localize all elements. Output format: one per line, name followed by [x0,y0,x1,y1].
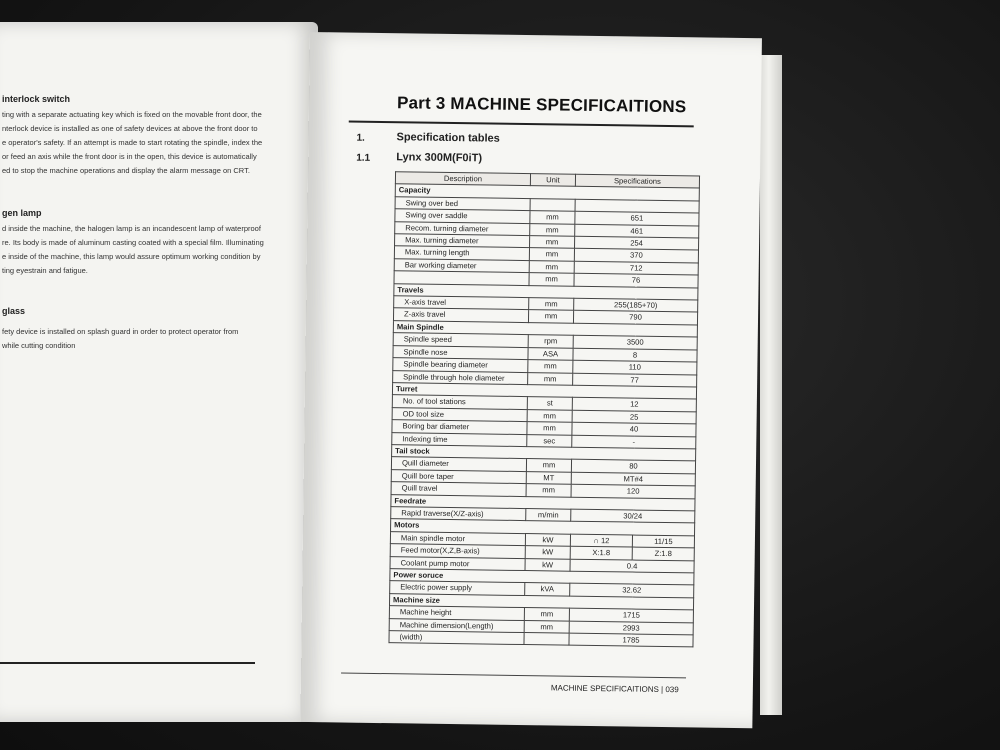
cell-unit: kVA [525,583,570,596]
cell-spec-value: 30/24 [571,509,695,523]
cell-spec-value: 40 [572,422,696,436]
category-label: Capacity [395,184,699,201]
cell-spec-value: X:1.8 [570,546,632,559]
heading-glass: glass [2,306,26,316]
cell-description: Quill travel [391,482,526,496]
cell-spec-value-2: 11/15 [632,535,694,548]
category-label: Power soruce [390,569,694,586]
cell-unit: mm [527,422,572,435]
cell-description: Bar working diameter [394,259,529,273]
cell-unit: mm [529,298,574,311]
cell-spec-value: 76 [574,273,698,287]
cell-unit: MT [526,471,571,484]
cell-description: Spindle nose [393,345,528,359]
cell-spec-value: 3500 [573,335,697,349]
title-rule [349,121,694,128]
cell-unit: mm [528,360,573,373]
cell-spec-value: 32.62 [570,584,694,598]
cell-description: Boring bar diameter [392,420,527,434]
cell-unit: rpm [528,335,573,348]
header-description: Description [395,172,530,186]
cell-unit: mm [529,273,574,286]
paragraph-glass: fety device is installed on splash guard in order to protect operator from while cutting condition [2,327,239,350]
cell-unit: st [527,397,572,410]
cell-spec-value: 790 [573,311,697,325]
footer-rule [341,672,686,678]
cell-description: Coolant pump motor [390,556,525,570]
cell-spec-value: 12 [572,398,696,412]
cell-spec-value: 370 [574,249,698,263]
category-label: Tail stock [392,445,696,462]
category-label: Main Spindle [393,321,697,338]
spec-table [388,171,700,648]
header-unit: Unit [530,174,575,187]
section-number-1: 1. [356,132,365,144]
spec-table-body [389,184,699,647]
cell-unit: mm [530,211,575,224]
cell-description: Max. turning diameter [395,234,530,248]
cell-description: Recom. turning diameter [395,221,530,235]
cell-unit: kW [525,558,570,571]
page-footer: MACHINE SPECIFICAITIONS | 039 [550,683,679,695]
heading-interlock-switch: interlock switch [2,94,71,104]
cell-description: (width) [389,631,524,645]
cell-description: Machine height [389,606,524,620]
cell-description: Spindle speed [393,333,528,347]
cell-spec-value: - [572,435,696,449]
cell-spec-value: 1785 [569,633,693,647]
part-title: Part 3 MACHINE SPECIFICAITIONS [396,93,687,117]
cell-spec-value: 8 [573,348,697,362]
cell-spec-value: 2993 [569,621,693,635]
cell-spec-value: ∩ 12 [570,534,632,547]
cell-spec-value: 712 [574,261,698,275]
cell-description: Quill bore taper [391,469,526,483]
cell-unit: mm [527,409,572,422]
cell-unit: mm [529,260,574,273]
cell-spec-value-2: Z:1.8 [632,547,694,560]
cell-spec-value: 254 [575,236,699,250]
heading-halogen-lamp: gen lamp [2,208,42,218]
cell-description: No. of tool stations [392,395,527,409]
cell-unit: mm [530,223,575,236]
left-page [0,22,318,722]
cell-unit [524,633,569,646]
cell-unit: kW [525,546,570,559]
category-label: Motors [391,519,695,536]
cell-spec-value: 25 [572,410,696,424]
cell-description: Max. turning length [394,246,529,260]
paragraph-interlock: ting with a separate actuating key which is fixed on the movable front door, the nterlock device is installed as one of safety devices at above the front door to e operator's safety. If an attempt is made to start rotating the spindle, index the or feed an axis while the front door is in the open, this device is automatically ed to stop the machine operations and display the alarm message on CRT. [2,110,263,175]
category-label: Travels [394,283,698,300]
page-stack-edge [760,55,782,715]
section-number-1-1: 1.1 [356,152,371,164]
cell-description: Indexing time [392,432,527,446]
cell-unit: sec [527,434,572,447]
cell-description: Spindle through hole diameter [393,370,528,384]
right-page [300,32,762,728]
section-title-spec-tables: Specification tables [396,131,500,145]
cell-spec-value: MT#4 [571,472,695,486]
section-title-model: Lynx 300M(F0iT) [396,151,483,165]
cell-unit: mm [524,608,569,621]
left-bottom-rule [0,662,255,664]
cell-description: Machine dimension(Length) [389,618,524,632]
cell-description: Quill diameter [391,457,526,471]
cell-description: Swing over saddle [395,209,530,223]
cell-spec-value: 77 [573,373,697,387]
cell-description: Electric power supply [390,581,525,595]
cell-description: OD tool size [392,407,527,421]
cell-spec-value: 0.4 [570,559,694,573]
cell-spec-value: 255(185+70) [574,298,698,312]
cell-spec-value: 80 [571,460,695,474]
cell-unit: mm [528,310,573,323]
cell-spec-value: 110 [573,360,697,374]
cell-description: Z-axis travel [393,308,528,322]
cell-unit: kW [525,533,570,546]
cell-spec-value: 461 [575,224,699,238]
cell-description: Main spindle motor [390,531,525,545]
cell-unit: mm [529,248,574,261]
header-specifications: Specifications [575,174,699,188]
cell-spec-value: 1715 [569,608,693,622]
category-label: Machine size [389,593,693,610]
cell-unit: ASA [528,347,573,360]
cell-unit: mm [528,372,573,385]
cell-unit: mm [526,484,571,497]
category-label: Turret [392,383,696,400]
cell-unit: m/min [526,509,571,522]
cell-unit: mm [526,459,571,472]
cell-description: Rapid traverse(X/Z-axis) [391,507,526,521]
paragraph-halogen: d inside the machine, the halogen lamp is an incandescent lamp of waterproof re. Its body is made of aluminum casting coated with a special film. Illuminating e inside of the machine, this lamp would assure optimum working condition by ting eyestrain and fatigue. [2,224,264,275]
cell-description: Swing over bed [395,197,530,211]
cell-description: X-axis travel [394,296,529,310]
cell-description: Feed motor(X,Z,B-axis) [390,544,525,558]
cell-unit [530,198,575,211]
cell-unit: mm [530,236,575,249]
cell-unit: mm [524,620,569,633]
category-label: Feedrate [391,494,695,511]
cell-description: Spindle bearing diameter [393,358,528,372]
cell-spec-value: 651 [575,211,699,225]
cell-spec-value: 120 [571,484,695,498]
